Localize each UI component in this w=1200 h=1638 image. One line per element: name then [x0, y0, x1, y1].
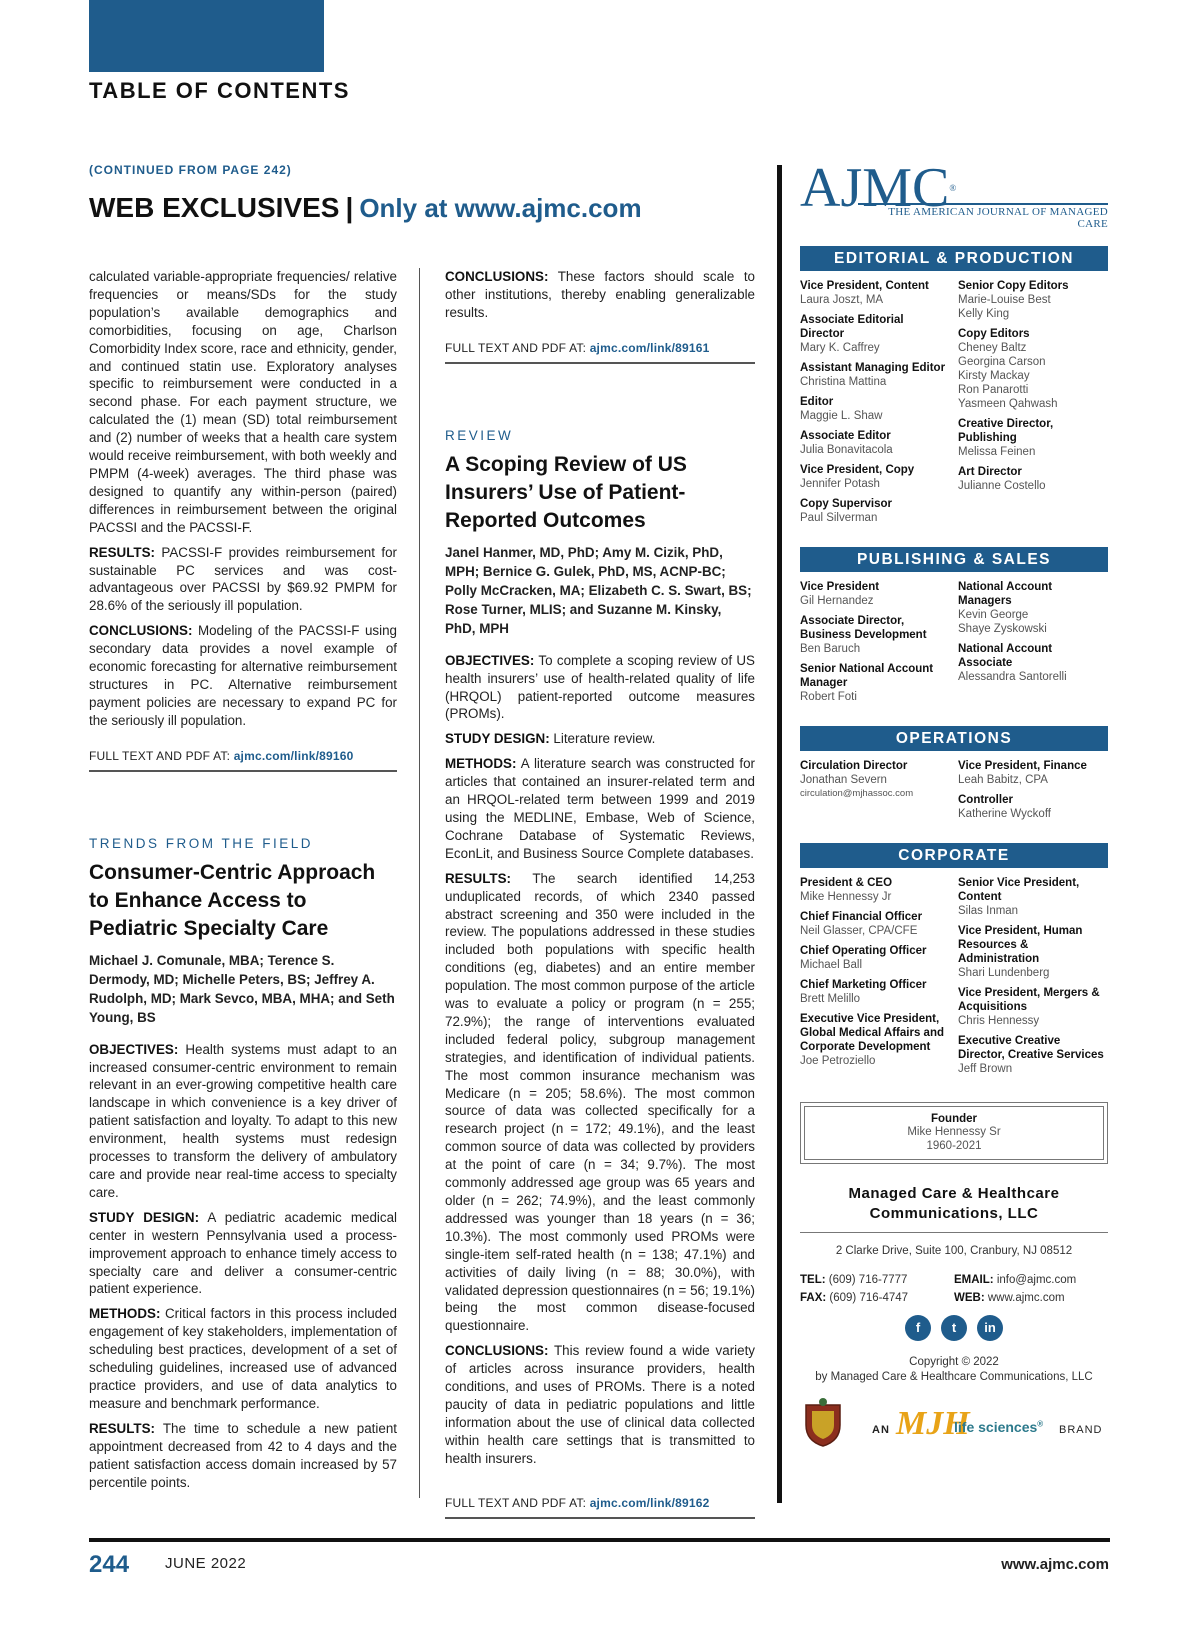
paragraph-label: OBJECTIVES: — [445, 652, 535, 668]
staff-name: Christina Mattina — [800, 376, 887, 388]
founder-years: 1960-2021 — [926, 1140, 982, 1152]
staff-role: Executive Vice President, Global Medical Affairs and Corporate Development — [800, 1013, 944, 1053]
heading-separator: | — [345, 192, 354, 223]
continued-note: (CONTINUED FROM PAGE 242) — [89, 163, 292, 177]
staff-name: Leah Babitz, CPA — [958, 774, 1048, 786]
staff-role: Senior Vice President, Content — [958, 877, 1080, 903]
staff-names — [958, 341, 1108, 411]
linkedin-icon[interactable]: in — [977, 1315, 1003, 1341]
staff-names — [800, 511, 950, 525]
masthead-staff-grid — [800, 759, 1108, 827]
twitter-icon[interactable]: t — [941, 1315, 967, 1341]
staff-column-left — [800, 580, 950, 710]
abstract-paragraph — [89, 1420, 397, 1492]
paragraph-label: RESULTS: — [89, 1420, 155, 1436]
staff-role: Vice President, Content — [800, 280, 929, 292]
article-title[interactable]: Consumer-Centric Approach to Enhance Access to Pediatric Specialty Care — [89, 860, 376, 940]
staff-column-left — [800, 876, 950, 1082]
staff-names — [958, 479, 1108, 493]
copyright-line: Copyright © 2022 — [909, 1356, 999, 1368]
staff-names — [958, 807, 1108, 821]
staff-names — [800, 773, 950, 801]
fax-label: FAX: — [800, 1292, 827, 1304]
staff-names — [800, 924, 950, 938]
web-exclusives-heading — [89, 192, 642, 224]
spacer — [89, 772, 397, 836]
staff-name: Shaye Zyskowski — [958, 623, 1047, 635]
staff-name: Mike Hennessy Jr — [800, 891, 892, 903]
staff-name: Yasmeen Qahwash — [958, 398, 1058, 410]
paragraph-text: A literature search was constructed for articles that contained an insurer-related term and an HRQOL-related term between 1999 and 2019 using the MEDLINE, Embase, Web of Science, Cochrane Database of Systematic Reviews, EconLit, and Business Source Complete databases. — [445, 756, 756, 861]
staff-name: Ron Panarotti — [958, 384, 1029, 396]
staff-names — [800, 642, 950, 656]
staff-name: Chris Hennessy — [958, 1015, 1040, 1027]
staff-names — [958, 966, 1108, 980]
paragraph-text: To complete a scoping review of US health insurers’ use of health-related quality of life (HRQOL) patient-reported outcome measures (PROMs). — [445, 652, 755, 722]
staff-role: National Account Associate — [958, 643, 1053, 669]
staff-role: Associate Editor — [800, 430, 891, 442]
paragraph-label: METHODS: — [89, 1306, 161, 1322]
staff-names — [800, 443, 950, 457]
abstract-paragraph — [445, 730, 755, 748]
staff-name: Jeff Brown — [958, 1063, 1013, 1075]
staff-role: Chief Operating Officer — [800, 945, 927, 957]
staff-role: Copy Supervisor — [800, 498, 893, 510]
masthead-staff-grid — [800, 580, 1108, 710]
email-label: EMAIL: — [954, 1274, 994, 1286]
founder-box — [800, 1102, 1108, 1164]
masthead-section-header: OPERATIONS — [800, 726, 1108, 751]
staff-names — [800, 594, 950, 608]
fulltext-label: FULL TEXT AND PDF AT: — [445, 340, 587, 355]
staff-role: President & CEO — [800, 877, 893, 889]
email-link[interactable]: info@ajmc.com — [996, 1274, 1077, 1286]
staff-names — [958, 670, 1108, 684]
paragraph-text: A pediatric academic medical center in western Pennsylvania used a process-improvement approach to enhance timely access to specialty care and deliver a consumer-centric patient experience. — [89, 1209, 397, 1297]
staff-name: Jennifer Potash — [800, 478, 880, 490]
staff-name: Julianne Costello — [958, 480, 1046, 492]
mjh-logo: MJH — [896, 1405, 970, 1442]
founder-name: Mike Hennessy Sr — [907, 1126, 1001, 1138]
staff-name: Maggie L. Shaw — [800, 410, 883, 422]
staff-role: Creative Director, Publishing — [958, 418, 1054, 444]
paragraph-label: STUDY DESIGN: — [445, 731, 550, 747]
paragraph-text: Modeling of the PACSSI-F using secondary data provides a novel example of economic forecasting for alternative reimbursement structures in PC. Alternative reimbursement payment policies are necessary to expand PC for the seriously ill population. — [89, 623, 397, 728]
staff-column-right — [958, 759, 1108, 827]
staff-column-right — [958, 580, 1108, 710]
abstract-paragraph — [89, 622, 397, 729]
staff-role: Chief Marketing Officer — [800, 979, 927, 991]
fulltext-link[interactable]: ajmc.com/link/89161 — [589, 340, 710, 355]
tel-label: TEL: — [800, 1274, 826, 1286]
staff-role: Vice President, Copy — [800, 464, 915, 476]
paragraph-text: Health systems must adapt to an increased consumer-centric environment to remain relevant in an ever-growing competitive health care landscape in which convenience is a key driver of patient satisfaction and loyalty. To adapt to this new environment, health systems must redesign processes to transform the delivery of ambulatory care and provide near real-time access to specialty care. — [89, 1041, 397, 1200]
tel-value[interactable]: (609) 716-7777 — [828, 1274, 908, 1286]
staff-name: Julia Bonavitacola — [800, 444, 893, 456]
fulltext-line — [89, 737, 397, 772]
top-color-bar — [89, 0, 324, 72]
paragraph-text: The time to schedule a new patient appointment decreased from 42 to 4 days and the patient satisfaction access domain increased by 57 percentile points. — [89, 1420, 397, 1490]
staff-role: Associate Director, Business Development — [800, 615, 927, 641]
staff-names — [958, 608, 1108, 636]
staff-names — [958, 773, 1108, 787]
section-title: TABLE OF CONTENTS — [89, 78, 350, 103]
staff-name: Mary K. Caffrey — [800, 342, 880, 354]
staff-names — [800, 1054, 950, 1068]
paragraph-label: METHODS: — [445, 756, 517, 772]
article-title[interactable]: A Scoping Review of US Insurers’ Use of Patient-Reported Outcomes — [445, 452, 687, 532]
abstract-paragraph — [445, 1342, 755, 1467]
staff-names — [800, 690, 950, 704]
staff-name: Shari Lundenberg — [958, 967, 1050, 979]
staff-role: Senior National Account Manager — [800, 663, 934, 689]
staff-role: Art Director — [958, 466, 1022, 478]
footer-rule — [89, 1538, 1110, 1542]
column-divider — [419, 268, 420, 1498]
staff-names — [800, 958, 950, 972]
abstract-paragraph — [89, 1041, 397, 1202]
staff-names — [958, 293, 1108, 321]
staff-role: Circulation Director — [800, 760, 908, 772]
company-name: Managed Care & Healthcare Communications, LLC — [800, 1184, 1108, 1233]
abstract-paragraph — [445, 870, 755, 1336]
staff-name: Katherine Wyckoff — [958, 808, 1052, 820]
article-continuation — [89, 268, 397, 730]
fulltext-label: FULL TEXT AND PDF AT: — [445, 1495, 587, 1510]
brand-an: AN — [872, 1424, 890, 1436]
company-address: 2 Clarke Drive, Suite 100, Cranbury, NJ 08512 — [835, 1245, 1073, 1257]
staff-name: Laura Joszt, MA — [800, 294, 884, 306]
founder-title: Founder — [931, 1113, 977, 1125]
staff-name: Gil Hernandez — [800, 595, 874, 607]
masthead-section-header: CORPORATE — [800, 843, 1108, 868]
copyright — [800, 1355, 1108, 1385]
article-section-label: TRENDS FROM THE FIELD — [89, 835, 314, 851]
masthead-staff-grid — [800, 279, 1108, 531]
staff-role: Editor — [800, 396, 834, 408]
staff-role: Vice President, Mergers & Acquisitions — [958, 987, 1100, 1013]
social-links — [800, 1315, 1108, 1341]
paragraph-label: CONCLUSIONS: — [89, 623, 193, 639]
footer-url[interactable]: www.ajmc.com — [1001, 1556, 1109, 1573]
staff-names — [800, 992, 950, 1006]
brand-word: BRAND — [1059, 1424, 1103, 1436]
staff-role: Chief Financial Officer — [800, 911, 923, 923]
abstract-paragraph — [89, 544, 397, 616]
staff-role: Associate Editorial Director — [800, 314, 904, 340]
paragraph-text: calculated variable-appropriate frequencies/ relative frequencies or means/SDs for the study population’s available demographics and comorbidities, focusing on age, Charlson Comorbidity Index score, race and ethnicity, gender, and continued statin use. Exploratory analyses specific to reimbursement were conducted in a second phase. For each payment structure, we calculated the (1) mean (SD) total reimbursement and (2) number of weeks that a health care system would receive reimbursement, with both weekly and PMPM (4-week) averages. The third phase was designed to quantify any within-person (paired) differences in reimbursement between the original PACSSI and the PACSSI-F. — [89, 269, 397, 535]
fulltext-line — [445, 1484, 755, 1519]
paragraph-label: RESULTS: — [445, 870, 511, 886]
logo-text: AJMC — [800, 157, 950, 219]
article-abstract — [89, 1041, 397, 1492]
staff-name: Melissa Feinen — [958, 446, 1036, 458]
staff-column-left — [800, 279, 950, 531]
fax-value: (609) 716-4747 — [829, 1292, 909, 1304]
paragraph-text: These factors should scale to other institutions, thereby enabling generalizable results. — [445, 269, 756, 320]
staff-name: Kelly King — [958, 308, 1010, 320]
staff-name: Ben Baruch — [800, 643, 861, 655]
abstract-paragraph — [89, 268, 397, 537]
article-abstract — [445, 652, 755, 1468]
masthead — [800, 157, 1108, 1453]
only-at-link[interactable]: Only at www.ajmc.com — [359, 193, 642, 223]
spacer — [445, 364, 755, 428]
staff-role: Vice President, Human Resources & Administration — [958, 925, 1083, 965]
staff-name: Alessandra Santorelli — [958, 671, 1067, 683]
staff-names — [800, 409, 950, 423]
paragraph-text: The search identified 14,253 unduplicated records, of which 2340 passed abstract screening and 350 were included in the review. The populations addressed in these studies included both populations with specific health conditions (eg, diabetes) and an entire member population. The most common purpose of the article was to evaluate a policy or program (n = 255; 72.9%); the range of interventions evaluated included federal policy, subgroup management strategies, and identification of individual patients. The most common insurance mechanism was Medicare (n = 205; 58.6%). The most common source of data was collected specifically for a research project (n = 172; 49.1%), and the least common source of data was collected by providers at the point of care (n = 34; 9.7%). The most commonly addressed age group was 65 years and older (n = 262; 74.9%), and the least commonly addressed was younger than 18 years (n = 36; 10.3%). The most commonly used PROMs were single-item self-rated health (n = 138; 47.1%) and activities of daily living (n = 88; 30.0%), with validated depression questionnaires (n = 56; 19.1%) being the most common disease-focused questionnaire. — [445, 870, 755, 1334]
staff-names — [958, 904, 1108, 918]
paragraph-label: STUDY DESIGN: — [89, 1209, 200, 1225]
staff-role: Controller — [958, 794, 1013, 806]
web-label: WEB: — [954, 1292, 985, 1304]
logo-registered-mark: ® — [949, 183, 957, 193]
article-authors: Michael J. Comunale, MBA; Terence S. Dermody, MD; Michelle Peters, BS; Jeffrey A. Rudolph, MD; Mark Sevco, MBA, MHA; and Seth Young, BS — [89, 952, 395, 1025]
crest-icon — [800, 1397, 846, 1447]
masthead-staff-grid — [800, 876, 1108, 1082]
page-number: 244 — [89, 1551, 130, 1578]
staff-role: Copy Editors — [958, 328, 1030, 340]
staff-role: Vice President, Finance — [958, 760, 1087, 772]
staff-role: Executive Creative Director, Creative Services — [958, 1035, 1104, 1061]
fulltext-link[interactable]: ajmc.com/link/89162 — [589, 1495, 710, 1510]
paragraph-label: CONCLUSIONS: — [445, 1343, 549, 1359]
mjh-brand — [800, 1397, 1108, 1453]
paragraph-label: OBJECTIVES: — [89, 1041, 179, 1057]
staff-email[interactable]: circulation@mjhassoc.com — [800, 788, 914, 799]
staff-names — [800, 375, 950, 389]
fulltext-link[interactable]: ajmc.com/link/89160 — [233, 748, 354, 763]
staff-name: Kevin George — [958, 609, 1029, 621]
staff-role: Vice President — [800, 581, 880, 593]
staff-column-right — [958, 279, 1108, 531]
staff-names — [800, 890, 950, 904]
fulltext-line — [445, 329, 755, 364]
staff-name: Michael Ball — [800, 959, 862, 971]
staff-name: Brett Melillo — [800, 993, 861, 1005]
staff-names — [958, 1062, 1108, 1076]
article-section-label: REVIEW — [445, 427, 514, 443]
column-left — [89, 268, 397, 1498]
paragraph-text: Critical factors in this process included engagement of key stakeholders, implementation of scheduling best practices, development of a set of scheduling guidelines, increased use of advanced practice providers, and use of data analytics to measure and benchmark performance. — [89, 1306, 397, 1411]
contact-info — [800, 1271, 1108, 1307]
fulltext-label: FULL TEXT AND PDF AT: — [89, 748, 231, 763]
paragraph-text: Literature review. — [553, 731, 656, 747]
life-sciences-mark: ® — [1037, 1419, 1044, 1429]
masthead-divider — [777, 165, 782, 1503]
staff-role: Senior Copy Editors — [958, 280, 1069, 292]
staff-role: National Account Managers — [958, 581, 1053, 607]
staff-name: Joe Petroziello — [800, 1055, 876, 1067]
issue-date: JUNE 2022 — [165, 1555, 247, 1572]
staff-names — [800, 477, 950, 491]
article-authors: Janel Hanmer, MD, PhD; Amy M. Cizik, PhD, MPH; Bernice G. Gulek, PhD, MS, ACNP-BC; Polly McCracken, MA; Elizabeth C. S. Swart, BS; Rose Turner, MLIS; and Suzanne M. Kinsky, PhD, MPH — [445, 544, 752, 636]
ajmc-logo — [800, 157, 1108, 230]
masthead-section-header: PUBLISHING & SALES — [800, 547, 1108, 572]
abstract-paragraph — [89, 1209, 397, 1299]
copyright-owner: by Managed Care & Healthcare Communications, LLC — [815, 1371, 1093, 1383]
staff-name: Cheney Baltz — [958, 342, 1027, 354]
staff-names — [800, 341, 950, 355]
paragraph-label: CONCLUSIONS: — [445, 269, 549, 284]
paragraph-text: This review found a wide variety of articles across insurance providers, health conditions, and uses of PROMs. There is a noted paucity of data in pediatric populations and little information about the use of clinical data collected within health care settings that is transmitted to health insurers. — [445, 1343, 755, 1466]
column-middle — [445, 268, 755, 1519]
life-sciences-label: life sciences — [954, 1419, 1038, 1435]
logo-subtitle: THE AMERICAN JOURNAL OF MANAGED CARE — [858, 203, 1108, 230]
staff-name: Marie-Louise Best — [958, 294, 1051, 306]
staff-name: Paul Silverman — [800, 512, 878, 524]
abstract-paragraph — [89, 1305, 397, 1412]
masthead-sections — [800, 246, 1108, 1082]
staff-names — [800, 293, 950, 307]
facebook-icon[interactable]: f — [905, 1315, 931, 1341]
staff-name: Kirsty Mackay — [958, 370, 1030, 382]
staff-name: Neil Glasser, CPA/CFE — [800, 925, 918, 937]
abstract-paragraph — [445, 755, 755, 862]
staff-name: Georgina Carson — [958, 356, 1046, 368]
abstract-paragraph — [445, 652, 755, 724]
staff-column-left — [800, 759, 950, 827]
web-exclusives-label: WEB EXCLUSIVES — [89, 192, 340, 223]
paragraph-text: PACSSI-F provides reimbursement for sustainable PC services and was cost-advantageous over PACSSI by $69.92 PMPM for 28.6% of the seriously ill population. — [89, 544, 397, 614]
staff-name: Silas Inman — [958, 905, 1019, 917]
life-sciences-text — [954, 1419, 1043, 1435]
staff-name: Jonathan Severn — [800, 774, 887, 786]
staff-column-right — [958, 876, 1108, 1082]
abstract-paragraph — [445, 268, 755, 322]
staff-names — [958, 1014, 1108, 1028]
staff-name: Robert Foti — [800, 691, 857, 703]
paragraph-label: RESULTS: — [89, 544, 155, 560]
staff-role: Assistant Managing Editor — [800, 362, 946, 374]
web-link[interactable]: www.ajmc.com — [987, 1292, 1065, 1304]
staff-names — [958, 445, 1108, 459]
masthead-section-header: EDITORIAL & PRODUCTION — [800, 246, 1108, 271]
